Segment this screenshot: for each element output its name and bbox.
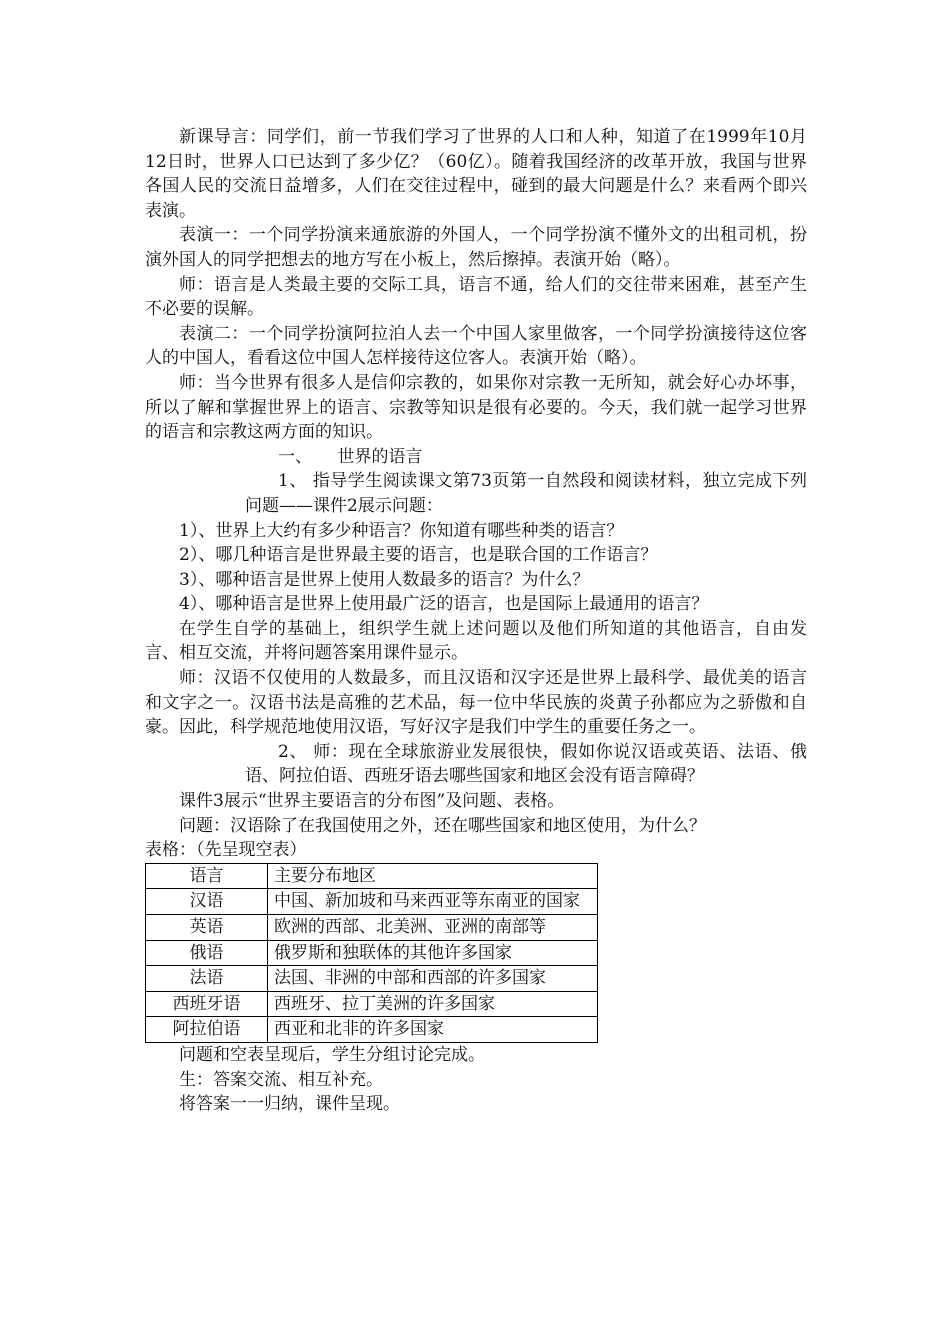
- table-row: [146, 966, 598, 992]
- teacher-intro-paragraph: 师：当今世界有很多人是信仰宗教的，如果你对宗教一无所知，就会好心办坏事，所以了解和掌握世界上的语言、宗教等知识是很有必要的。今天，我们就一起学习世界的语言和宗教这两方面的知识。: [145, 372, 807, 443]
- student-paragraph: 生：答案交流、相互补充。: [179, 1069, 383, 1090]
- performance-one-paragraph: 表演一：一个同学扮演来通旅游的外国人，一个同学扮演不懂外文的出租司机，扮演外国人的同学把想去的地方写在小板上，然后擦掉。表演开始（略）。: [145, 225, 807, 270]
- table-cell-region: 西班牙、拉丁美洲的许多国家: [268, 991, 598, 1017]
- question-paragraph: 问题：汉语除了在我国使用之外，还在哪些国家和地区使用，为什么？: [179, 815, 706, 836]
- table-header-cell: 语言: [146, 863, 268, 889]
- table-cell-language: 英语: [146, 915, 268, 941]
- table-cell-region: 西亚和北非的许多国家: [268, 1017, 598, 1043]
- table-row: [146, 1017, 598, 1043]
- language-distribution-table: [145, 863, 598, 1043]
- question-4: 4）、哪种语言是世界上使用最广泛的语言，也是国际上最通用的语言？: [179, 594, 709, 615]
- list-item-1: 1、 指导学生阅读课文第73页第一自然段和阅读材料，独立完成下列问题——课件2展示问题：: [245, 471, 807, 516]
- table-cell-region: 俄罗斯和独联体的其他许多国家: [268, 940, 598, 966]
- table-cell-region: 法国、非洲的中部和西部的许多国家: [268, 966, 598, 992]
- table-row: [146, 991, 598, 1017]
- discussion-paragraph: 问题和空表呈现后，学生分组讨论完成。: [179, 1044, 485, 1065]
- question-3: 3）、哪种语言是世界上使用人数最多的语言？为什么？: [179, 569, 590, 590]
- table-row: [146, 889, 598, 915]
- document-body: [145, 125, 807, 1117]
- table-caption: 表格：（先呈现空表）: [145, 840, 307, 861]
- self-study-paragraph: 在学生自学的基础上，组织学生就上述问题以及他们所知道的其他语言，自由发言、相互交流，并将问题答案用课件显示。: [145, 618, 807, 664]
- table-cell-language: 法语: [146, 966, 268, 992]
- question-1: 1）、世界上大约有多少种语言？你知道有哪些种类的语言？: [179, 520, 624, 541]
- teacher-chinese-paragraph: 师：汉语不仅使用的人数最多，而且汉语和汉字还是世界上最科学、最优美的语言和文字之一。汉语书法是高雅的艺术品，每一位中华民族的炎黄子孙都应为之骄傲和自豪。因此，科学规范地使用汉语，写好汉字是我们中学生的重要任务之一。: [145, 668, 807, 738]
- performance-two-paragraph: 表演二：一个同学扮演阿拉泊人去一个中国人家里做客，一个同学扮演接待这位客人的中国人，看看这位中国人怎样接待这位客人。表演开始（略）。: [145, 323, 807, 369]
- summary-paragraph: 将答案一一归纳，课件呈现。: [179, 1094, 400, 1115]
- section-heading: 一、 世界的语言: [278, 446, 423, 467]
- table-cell-language: 汉语: [146, 889, 268, 915]
- intro-paragraph: 新课导言：同学们，前一节我们学习了世界的人口和人种，知道了在1999年10月12日时，世界人口已达到了多少亿？（60亿）。随着我国经济的改革开放，我国与世界各国人民的交流日益增多，人们在交往过程中，碰到的最大问题是什么？来看两个即兴表演。: [145, 127, 807, 221]
- table-header-cell: 主要分布地区: [268, 863, 598, 889]
- table-cell-language: 俄语: [146, 940, 268, 966]
- courseware-paragraph: 课件3展示“世界主要语言的分布图”及问题、表格。: [179, 791, 565, 812]
- teacher-remark-paragraph: 师：语言是人类最主要的交际工具，语言不通，给人们的交往带来困难，甚至产生不必要的误解。: [145, 274, 807, 320]
- question-2: 2）、哪几种语言是世界最主要的语言，也是联合国的工作语言？: [179, 545, 658, 566]
- table-cell-region: 欧洲的西部、北美洲、亚洲的南部等: [268, 915, 598, 941]
- table-cell-region: 中国、新加坡和马来西亚等东南亚的国家: [268, 889, 598, 915]
- table-cell-language: 阿拉伯语: [146, 1017, 268, 1043]
- list-item-2: 2、 师：现在全球旅游业发展很快，假如你说汉语或英语、法语、俄语、阿拉伯语、西班牙语去哪些国家和地区会没有语言障碍？: [245, 741, 807, 787]
- table-header-row: [146, 863, 598, 889]
- table-row: [146, 915, 598, 941]
- table-cell-language: 西班牙语: [146, 991, 268, 1017]
- table-row: [146, 940, 598, 966]
